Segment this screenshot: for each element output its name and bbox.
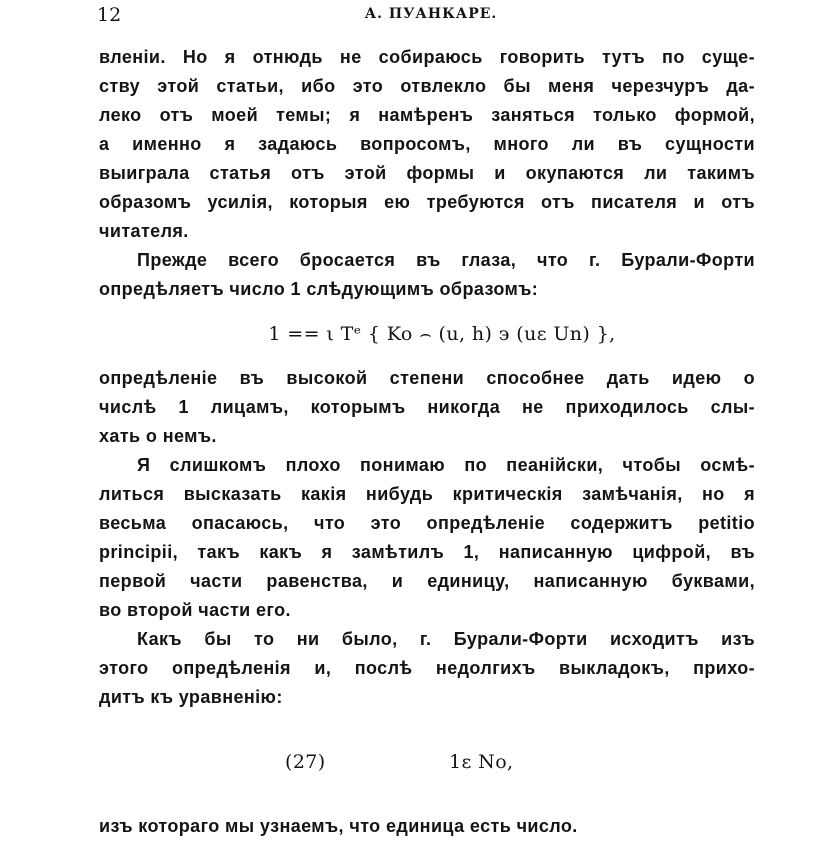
text-line: изъ котораго мы узнаемъ, что единица есть число. bbox=[99, 816, 578, 836]
body-text bbox=[99, 43, 755, 841]
text-line: principii, такъ какъ я замѣтилъ 1, написанную цифрой, въ bbox=[99, 542, 755, 562]
text-line: дитъ къ уравненію: bbox=[99, 687, 283, 707]
paragraph-5 bbox=[99, 625, 755, 712]
formula-27 bbox=[99, 712, 755, 812]
paragraph-4 bbox=[99, 451, 755, 625]
text-line: образомъ усилія, которыя ею требуются отъ писателя и отъ bbox=[99, 192, 755, 212]
running-head: А. ПУАНКАРЕ. bbox=[364, 6, 498, 22]
page-header bbox=[97, 4, 755, 26]
text-line: первой части равенства, и единицу, написанную буквами, bbox=[99, 571, 755, 591]
text-line: ству этой статьи, ибо это отвлекло бы меня черезчуръ да- bbox=[99, 76, 755, 96]
page-number: 12 bbox=[97, 4, 122, 26]
text-line: Какъ бы то ни было, г. Бурали-Форти исходитъ изъ bbox=[137, 629, 755, 649]
text-line: выиграла статья отъ этой формы и окупаются ли такимъ bbox=[99, 163, 755, 183]
text-line: Я слишкомъ плохо понимаю по пеанійски, чтобы осмѣ- bbox=[137, 455, 755, 475]
text-line: леко отъ моей темы; я намѣренъ заняться только формой, bbox=[99, 105, 755, 125]
text-line: опредѣленіе въ высокой степени способнее дать идею о bbox=[99, 368, 755, 388]
equation-body: 1ε No, bbox=[449, 751, 514, 773]
text-line: литься высказать какія нибудь критическія замѣчанія, но я bbox=[99, 484, 755, 504]
paragraph-1 bbox=[99, 43, 755, 246]
text-line: читателя. bbox=[99, 221, 189, 241]
text-line: опредѣляетъ число 1 слѣдующимъ образомъ: bbox=[99, 279, 539, 299]
paragraph-6 bbox=[99, 812, 755, 841]
text-line: Прежде всего бросается въ глаза, что г. Бурали-Форти bbox=[137, 250, 755, 270]
text-line: а именно я задаюсь вопросомъ, много ли въ сущности bbox=[99, 134, 755, 154]
text-line: этого опредѣленія и, послѣ недолгихъ выкладокъ, прихо- bbox=[99, 658, 755, 678]
paragraph-2 bbox=[99, 246, 755, 304]
text-line: хать о немъ. bbox=[99, 426, 217, 446]
equation-number: (27) bbox=[285, 751, 326, 773]
text-line: весьма опасаюсь, что это опредѣленіе содержитъ petitio bbox=[99, 513, 755, 533]
text-line: во второй части его. bbox=[99, 600, 291, 620]
text-line: вленіи. Но я отнюдь не собираюсь говорить тутъ по суще- bbox=[99, 47, 755, 67]
formula-definition-of-one: 1 == ι Tᵉ { Ko ⌢ (u, h) ϶ (uε Un) }, bbox=[268, 323, 616, 345]
paragraph-3 bbox=[99, 364, 755, 451]
text-line: числѣ 1 лицамъ, которымъ никогда не приходилось слы- bbox=[99, 397, 755, 417]
